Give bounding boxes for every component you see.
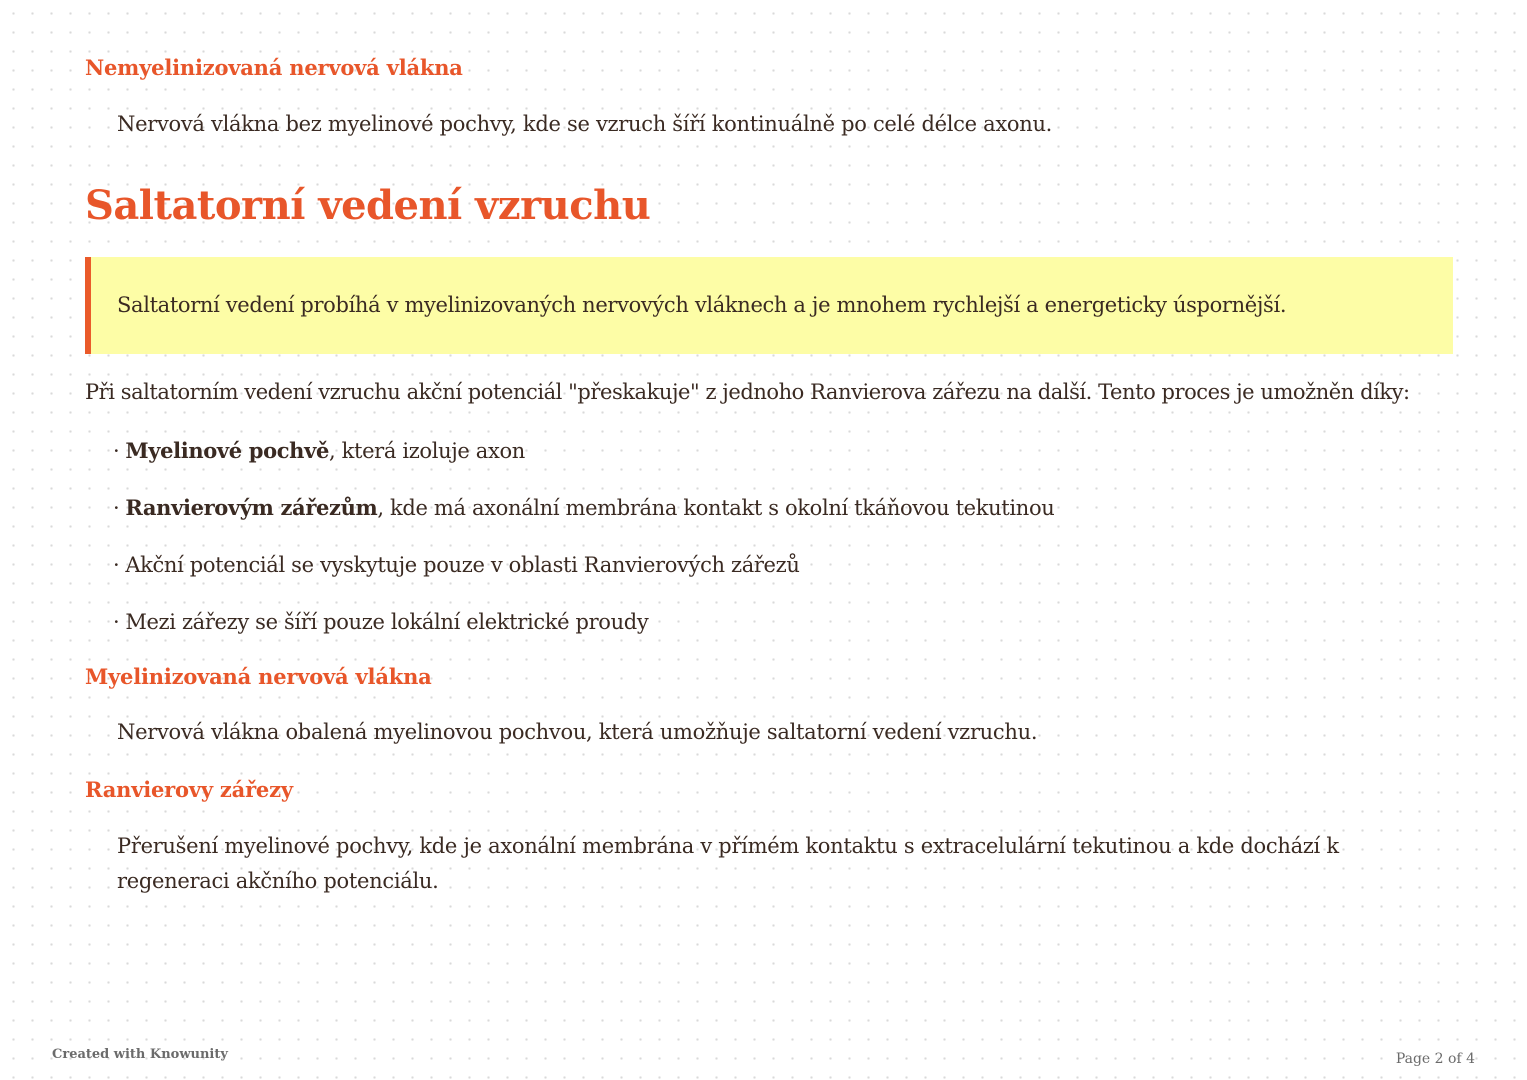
term-definition-ranvier-line1: Přerušení myelinové pochvy, kde je axonální membrána v přímém kontaktu s extracelulární tekutinou a kde dochází k	[117, 834, 1339, 858]
bullet-text: , která izoluje axon	[328, 439, 525, 463]
term-definition-nonmyelinated: Nervová vlákna bez myelinové pochvy, kde se vzruch šíří kontinuálně po celé délce axonu.	[117, 112, 1053, 136]
list-item	[113, 551, 1054, 608]
bullet-bold-text: Ranvierovým zářezům	[125, 495, 378, 520]
list-item	[113, 494, 1054, 551]
highlight-text: Saltatorní vedení probíhá v myelinizovaných nervových vláknech a je mnohem rychlejší a energeticky úspornější.	[117, 293, 1287, 317]
section-heading: Saltatorní vedení vzruchu	[85, 182, 651, 229]
bullet-dot: ·	[113, 496, 120, 520]
term-title-ranvier: Ranvierovy zářezy	[85, 777, 293, 802]
term-definition-myelinated: Nervová vlákna obalená myelinovou pochvou, která umožňuje saltatorní vedení vzruchu.	[117, 720, 1038, 744]
bullet-dot: ·	[113, 439, 120, 463]
term-title-nonmyelinated: Nemyelinizovaná nervová vlákna	[85, 55, 463, 80]
bullet-bold-text: Myelinové pochvě	[125, 438, 329, 463]
highlight-callout	[85, 257, 1453, 354]
footer-credit: Created with Knowunity	[52, 1047, 228, 1062]
term-title-myelinated: Myelinizovaná nervová vlákna	[85, 664, 432, 689]
bullet-text: Akční potenciál se vyskytuje pouze v oblasti Ranvierových zářezů	[125, 553, 800, 577]
bullet-dot: ·	[113, 610, 120, 634]
intro-paragraph: Při saltatorním vedení vzruchu akční potenciál "přeskakuje" z jednoho Ranvierova zářezu na další. Tento proces je umožněn díky:	[85, 380, 1410, 404]
page-number: Page 2 of 4	[1395, 1051, 1475, 1067]
list-item	[113, 437, 1054, 494]
bullet-text: , kde má axonální membrána kontakt s okolní tkáňovou tekutinou	[377, 496, 1055, 520]
bullet-text: Mezi zářezy se šíří pouze lokální elektrické proudy	[125, 610, 649, 634]
bullet-list	[113, 437, 1054, 665]
bullet-dot: ·	[113, 553, 120, 577]
list-item	[113, 608, 1054, 665]
term-definition-ranvier-line2: regeneraci akčního potenciálu.	[117, 869, 439, 893]
